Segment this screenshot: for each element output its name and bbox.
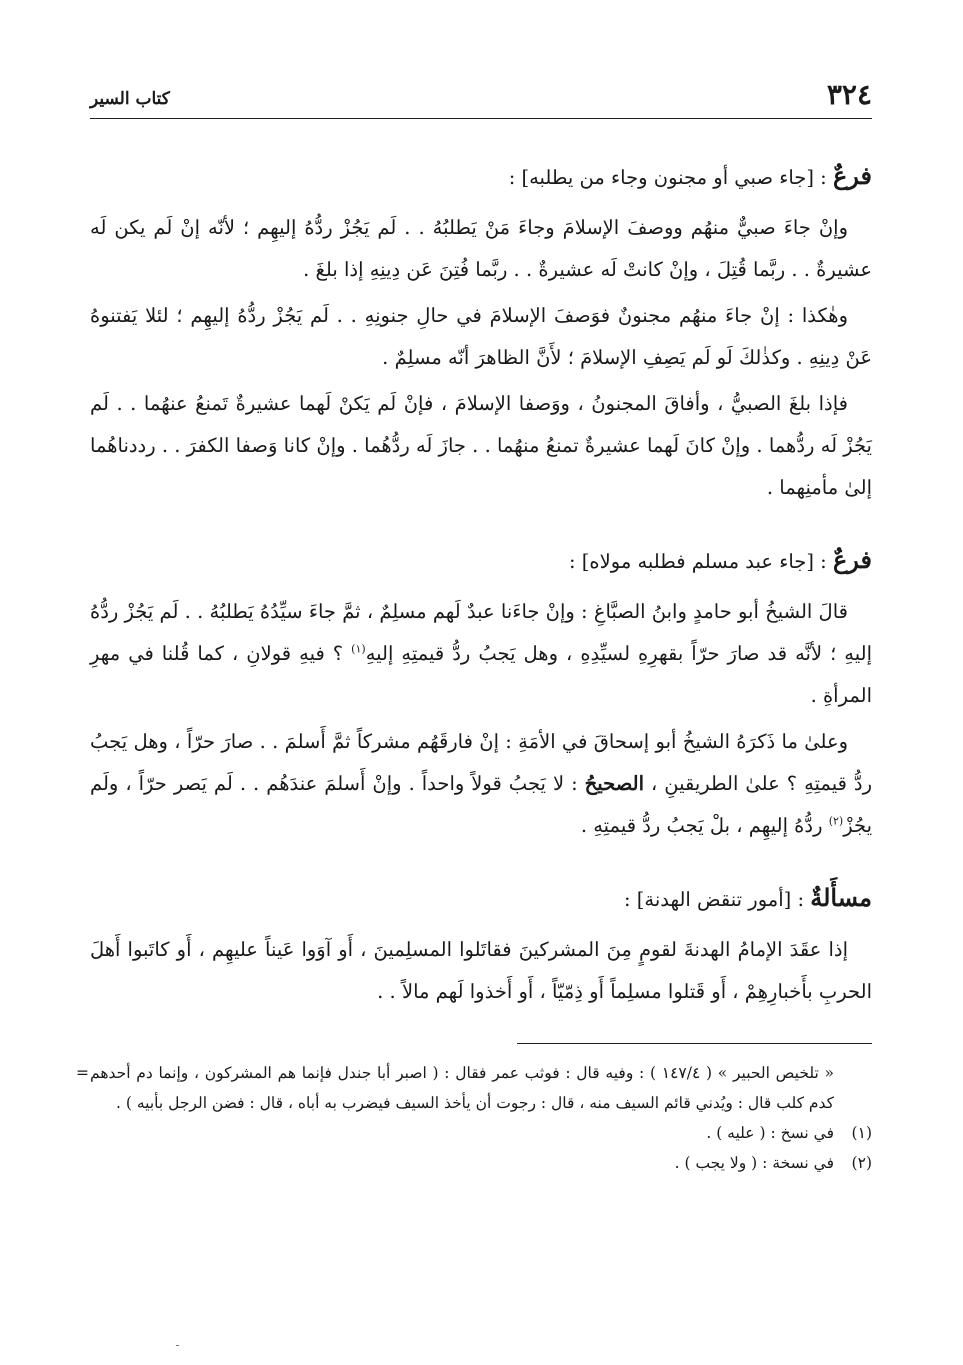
paragraph xyxy=(90,591,872,717)
footnote xyxy=(90,1148,872,1178)
paragraph-text: قالَ الشيخُ أبو حامدٍ وابنُ الصبَّاغِ : وإنْ جاءَنا عبدٌ لَهم مسلِمٌ ، ثمَّ جاءَ سيِّدُهُ يَطلبُهُ . . لَم يَجُزْ ردُّهُ إليهِ ؛ لأنَّه قد صارَ حرّاً بقهرِهِ لسيِّدِهِ ، وهل يَجبُ ردُّ قيمتِهِ إليهِ xyxy=(90,600,873,665)
section-heading xyxy=(90,539,872,583)
main-text xyxy=(90,155,872,1013)
footnotes xyxy=(76,1058,872,1178)
paragraph: وإنْ جاءَ صبيٌّ منهُم ووصفَ الإسلامَ وجاءَ مَنْ يَطلبُهُ . . لَم يَجُزْ ردُّهُ إليهِم ؛ لأنّه إنْ لَم يكن لَه عشيرةٌ . . ربَّما قُتِلَ ، وإنْ كانتْ لَه عشيرةٌ . . ربَّما فُتِنَ عَن دِينِهِ إذا بلغَ . xyxy=(90,216,872,281)
footnote-text: في نسخ : ( عليه ) . xyxy=(706,1124,834,1142)
footnote-divider xyxy=(517,1043,872,1044)
heading-keyword: فرعٌ xyxy=(832,161,872,190)
paragraph: إذا عقَدَ الإمامُ الهدنةَ لقومٍ مِنَ المشركينَ فقاتَلوا المسلِمينَ ، أَو آوَوا عَيناً عليهِم ، أَو كاتَبوا أَهلَ الحربِ بأَخبارِهِمْ ، أَو قَتلوا مسلِماً أَو ذِمّيّاً ، أَو أَخذوا لَهم مالاً . . xyxy=(90,938,872,1003)
footnote-text: « تلخيص الحبير » ( ١٤٧/٤ ) : وفيه قال : فوثب عمر فقال : ( اصبر أبا جندل فإنما هم المشركون ، وإنما دم أحدهم كدم كلب قال : ويُدني قائم السيف منه ، قال : رجوت أن يأخذ السيف فيضرب به أباه ، قال : فضن الرجل بأبيه ) . xyxy=(90,1064,834,1112)
paragraph: وهٰكذا : إنْ جاءَ منهُم مجنونٌ فوَصفَ الإسلامَ في حالِ جنونِهِ . . لَم يَجُزْ ردُّهُ إليهِم ؛ لئلا يَفتنوهُ عَنْ دِينِهِ . وكذٰلكَ لَو لَم يَصِفِ الإسلامَ ؛ لأَنَّ الظاهرَ أنّه مسلِمٌ . xyxy=(90,304,872,369)
paragraph xyxy=(90,721,872,847)
heading-keyword: فرعٌ xyxy=(832,545,872,574)
heading-title: : [أمور تنقض الهدنة] : xyxy=(624,888,811,911)
paragraph: فإذا بلغَ الصبيُّ ، وأفاقَ المجنونُ ، ووَصفا الإسلامَ ، فإنْ لَم يَكنْ لَهما عشيرةٌ تَمنعُ عنهُما . . لَم يَجُزْ لَه ردُّهما . وإنْ كانَ لَهما عشيرةٌ تمنعُ منهُما . . جازَ لَه ردُّهُما . وإنْ كانا وَصفا الكفرَ . . رددناهُما إلىٰ مأمنِهما . xyxy=(90,392,872,499)
paragraph-text: ؟ فيهِ قولانِ ، كما قُلنا في مهرِ المرأةِ . xyxy=(90,642,872,707)
page-ornament: ـ xyxy=(176,1338,179,1349)
paragraph-text: : لا يَجبُ قولاً واحداً . وإنْ أَسلمَ عندَهُم . . لَم يَصر حرّاً ، ولَم يجُزْ xyxy=(90,772,872,837)
page-header xyxy=(90,78,872,119)
footnote-continuation xyxy=(76,1058,872,1118)
footnote-rule-wrap xyxy=(90,1017,872,1058)
continuation-mark: = xyxy=(76,1064,89,1082)
paragraph-text: ردُّهُ إليهِم ، بلْ يَجبُ ردُّ قيمتِهِ . xyxy=(580,814,829,837)
heading-title: : [جاء عبد مسلم فطلبه مولاه] : xyxy=(569,550,833,573)
footnote-number: (٢) xyxy=(851,1154,872,1172)
page-number: ٣٢٤ xyxy=(826,78,872,111)
footnote xyxy=(90,1118,872,1148)
footnote-ref-2: (٢) xyxy=(828,814,844,828)
heading-title: : [جاء صبي أو مجنون وجاء من يطلبه] : xyxy=(508,166,833,189)
running-title: كتاب السير xyxy=(90,89,170,109)
footnote-number: (١) xyxy=(851,1124,872,1142)
paragraph-text: وعلىٰ ما ذَكرَهُ الشيخُ أبو إسحاقَ في الأمَةِ : إنْ فارقَهُم مشركاً ثمَّ أَسلمَ . . صارَ حرّاً ، وهل يَجبُ ردُّ قيمتِهِ ؟ علىٰ الطريقينِ ، xyxy=(90,730,873,795)
page xyxy=(76,78,873,1178)
footnote-text: في نسخة : ( ولا يجب ) . xyxy=(674,1154,834,1172)
bold-term: الصحيحُ xyxy=(584,772,644,795)
heading-keyword: مسأَلةٌ xyxy=(810,883,872,912)
footnote-ref-1: (١) xyxy=(351,642,366,656)
section-heading xyxy=(90,877,872,921)
section-heading xyxy=(90,155,872,199)
